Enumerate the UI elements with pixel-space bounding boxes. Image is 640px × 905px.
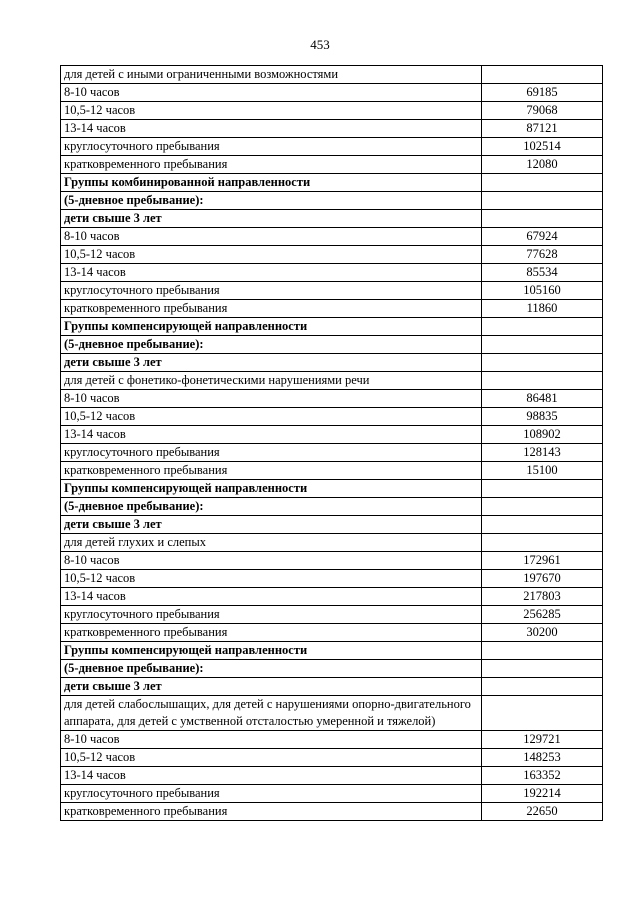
- row-value: 128143: [482, 444, 603, 462]
- row-label: круглосуточного пребывания: [61, 138, 482, 156]
- row-value: 86481: [482, 390, 603, 408]
- row-value: 30200: [482, 624, 603, 642]
- row-value: 77628: [482, 246, 603, 264]
- table-row: [61, 138, 603, 156]
- table-row: [61, 246, 603, 264]
- table-row: [61, 516, 603, 534]
- row-label: для детей слабослышащих, для детей с нарушениями опорно-двигательного аппарата, для детей с умственной отсталостью умеренной и тяжелой): [61, 696, 482, 731]
- row-label: круглосуточного пребывания: [61, 785, 482, 803]
- row-value: 172961: [482, 552, 603, 570]
- row-value: 67924: [482, 228, 603, 246]
- row-value: [482, 192, 603, 210]
- row-value: [482, 498, 603, 516]
- table-row: [61, 336, 603, 354]
- row-label: Группы компенсирующей направленности: [61, 480, 482, 498]
- table-row: [61, 264, 603, 282]
- row-label: 13-14 часов: [61, 426, 482, 444]
- table-row: [61, 678, 603, 696]
- table-row: [61, 749, 603, 767]
- table-row: [61, 606, 603, 624]
- row-value: [482, 318, 603, 336]
- row-label: Группы комбинированной направленности: [61, 174, 482, 192]
- table-row: [61, 696, 603, 731]
- table-row: [61, 282, 603, 300]
- row-label: для детей с фонетико-фонетическими нарушениями речи: [61, 372, 482, 390]
- table-row: [61, 426, 603, 444]
- row-label: Группы компенсирующей направленности: [61, 318, 482, 336]
- table-row: [61, 588, 603, 606]
- table-row: [61, 642, 603, 660]
- row-value: [482, 480, 603, 498]
- page-number: 453: [310, 37, 330, 52]
- table-row: [61, 120, 603, 138]
- row-label: 10,5-12 часов: [61, 408, 482, 426]
- row-value: 256285: [482, 606, 603, 624]
- row-value: 79068: [482, 102, 603, 120]
- row-label: 13-14 часов: [61, 264, 482, 282]
- row-label: 10,5-12 часов: [61, 570, 482, 588]
- row-label: кратковременного пребывания: [61, 624, 482, 642]
- row-label: 13-14 часов: [61, 767, 482, 785]
- row-value: [482, 534, 603, 552]
- row-value: 98835: [482, 408, 603, 426]
- table-row: [61, 174, 603, 192]
- row-label: 10,5-12 часов: [61, 749, 482, 767]
- row-label: (5-дневное пребывание):: [61, 192, 482, 210]
- row-value: [482, 660, 603, 678]
- row-label: 8-10 часов: [61, 731, 482, 749]
- table-row: [61, 534, 603, 552]
- table-row: [61, 354, 603, 372]
- row-label: для детей глухих и слепых: [61, 534, 482, 552]
- row-value: 129721: [482, 731, 603, 749]
- row-label: кратковременного пребывания: [61, 803, 482, 821]
- row-label: дети свыше 3 лет: [61, 354, 482, 372]
- table-row: [61, 803, 603, 821]
- row-label: 10,5-12 часов: [61, 246, 482, 264]
- row-label: кратковременного пребывания: [61, 462, 482, 480]
- table-row: [61, 228, 603, 246]
- row-value: [482, 678, 603, 696]
- row-value: [482, 174, 603, 192]
- table-row: [61, 660, 603, 678]
- row-label: 8-10 часов: [61, 84, 482, 102]
- table-row: [61, 66, 603, 84]
- row-value: 197670: [482, 570, 603, 588]
- row-value: 148253: [482, 749, 603, 767]
- row-value: [482, 516, 603, 534]
- table-row: [61, 498, 603, 516]
- row-label: круглосуточного пребывания: [61, 282, 482, 300]
- table-row: [61, 570, 603, 588]
- row-value: 217803: [482, 588, 603, 606]
- row-label: круглосуточного пребывания: [61, 606, 482, 624]
- row-value: 69185: [482, 84, 603, 102]
- row-value: [482, 642, 603, 660]
- row-value: 11860: [482, 300, 603, 318]
- row-value: 12080: [482, 156, 603, 174]
- table-row: [61, 767, 603, 785]
- table-row: [61, 156, 603, 174]
- row-value: [482, 336, 603, 354]
- table-row: [61, 408, 603, 426]
- row-value: 102514: [482, 138, 603, 156]
- table-row: [61, 102, 603, 120]
- row-value: [482, 354, 603, 372]
- row-value: 22650: [482, 803, 603, 821]
- row-label: дети свыше 3 лет: [61, 678, 482, 696]
- row-label: 8-10 часов: [61, 552, 482, 570]
- table-row: [61, 318, 603, 336]
- row-value: [482, 66, 603, 84]
- table-row: [61, 624, 603, 642]
- table-row: [61, 480, 603, 498]
- table-row: [61, 84, 603, 102]
- row-label: 10,5-12 часов: [61, 102, 482, 120]
- table-body: [61, 66, 603, 821]
- row-label: 13-14 часов: [61, 588, 482, 606]
- table-row: [61, 300, 603, 318]
- row-value: [482, 372, 603, 390]
- table-row: [61, 552, 603, 570]
- row-label: (5-дневное пребывание):: [61, 660, 482, 678]
- table-row: [61, 462, 603, 480]
- table-row: [61, 785, 603, 803]
- tariff-table: [60, 65, 603, 821]
- row-label: 8-10 часов: [61, 228, 482, 246]
- row-label: дети свыше 3 лет: [61, 516, 482, 534]
- row-label: (5-дневное пребывание):: [61, 336, 482, 354]
- row-value: 105160: [482, 282, 603, 300]
- row-label: 8-10 часов: [61, 390, 482, 408]
- row-value: [482, 696, 603, 731]
- row-value: [482, 210, 603, 228]
- row-value: 87121: [482, 120, 603, 138]
- table-row: [61, 372, 603, 390]
- row-label: Группы компенсирующей направленности: [61, 642, 482, 660]
- row-label: для детей с иными ограниченными возможностями: [61, 66, 482, 84]
- row-value: 108902: [482, 426, 603, 444]
- row-value: 15100: [482, 462, 603, 480]
- row-value: 163352: [482, 767, 603, 785]
- row-label: 13-14 часов: [61, 120, 482, 138]
- table-row: [61, 192, 603, 210]
- table-row: [61, 390, 603, 408]
- row-label: кратковременного пребывания: [61, 300, 482, 318]
- table-row: [61, 210, 603, 228]
- row-label: дети свыше 3 лет: [61, 210, 482, 228]
- table-row: [61, 731, 603, 749]
- row-label: кратковременного пребывания: [61, 156, 482, 174]
- row-label: круглосуточного пребывания: [61, 444, 482, 462]
- row-label: (5-дневное пребывание):: [61, 498, 482, 516]
- row-value: 192214: [482, 785, 603, 803]
- table-row: [61, 444, 603, 462]
- row-value: 85534: [482, 264, 603, 282]
